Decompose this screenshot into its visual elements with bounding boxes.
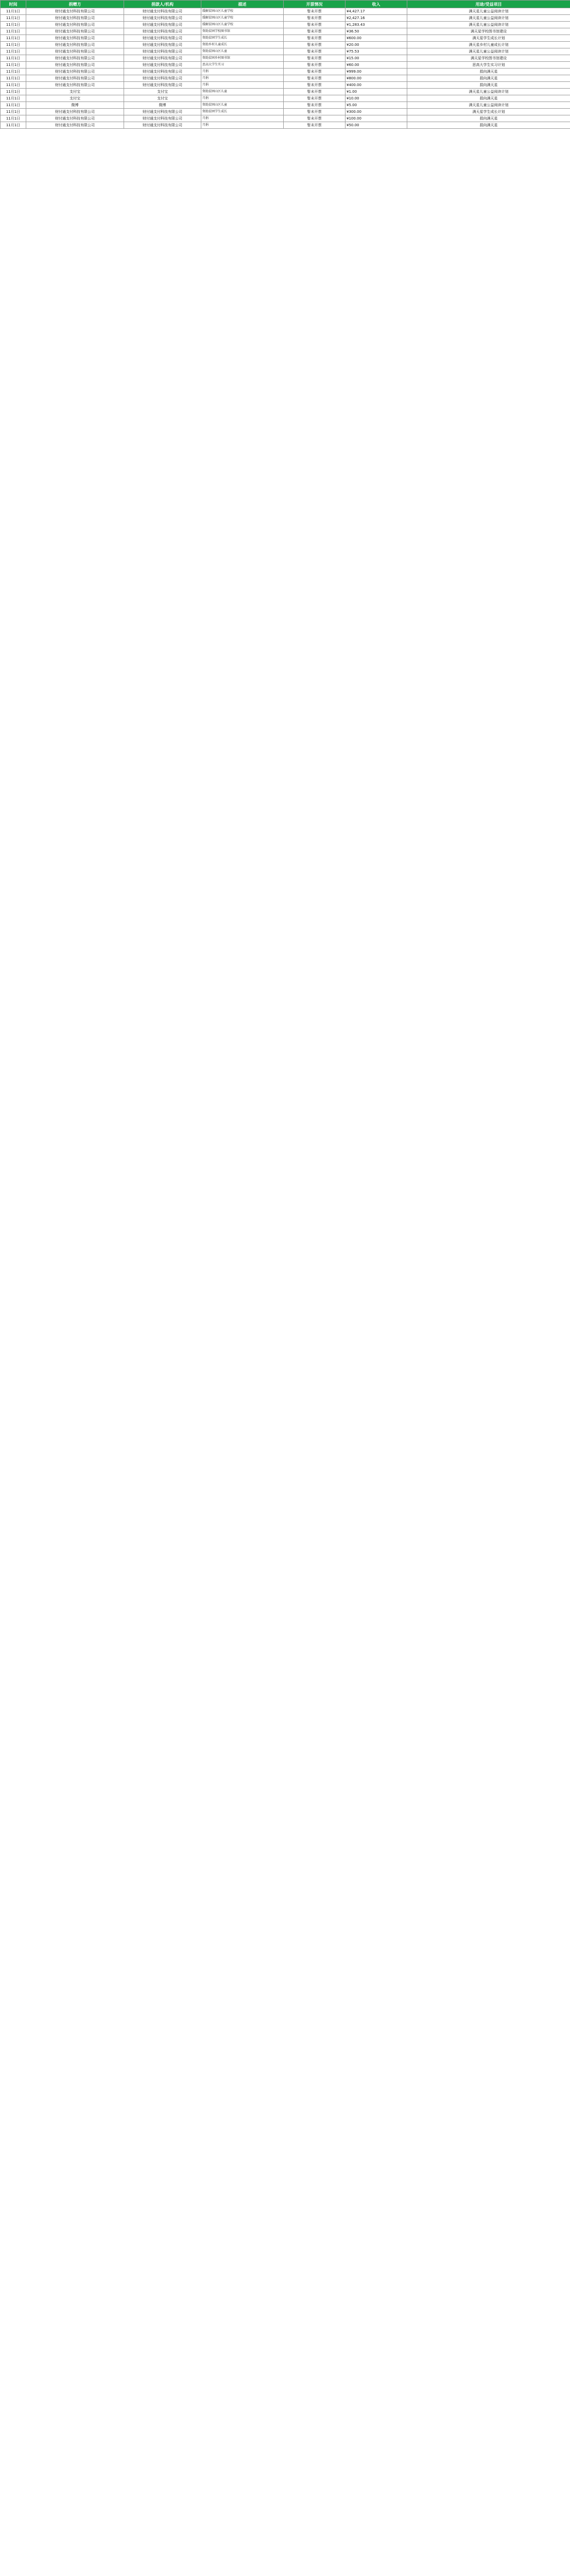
cell-use: 满天星儿童公益阅读计划	[407, 8, 570, 15]
cell-invoice: 暂未开票	[284, 28, 346, 35]
cell-date: 11月1日	[1, 22, 26, 28]
col-header-donor: 捐赠方	[26, 1, 124, 8]
cell-donor: 财付通支付科技有限公司	[26, 69, 124, 75]
cell-invoice: 暂未开票	[284, 115, 346, 122]
cell-donor: 财付通支付科技有限公司	[26, 115, 124, 122]
table-body	[1, 8, 570, 129]
cell-description: 资助贫困山区儿童	[201, 89, 284, 95]
cell-amount: ¥20.00	[346, 42, 407, 48]
table-row	[1, 95, 570, 102]
table-row	[1, 8, 570, 15]
cell-donor: 财付通支付科技有限公司	[26, 55, 124, 62]
cell-org: 财付通支付科技有限公司	[124, 48, 201, 55]
cell-org: 财付通支付科技有限公司	[124, 122, 201, 129]
cell-invoice: 暂未开票	[284, 89, 346, 95]
cell-description: 资助贫困学生成长	[201, 35, 284, 42]
table-row	[1, 62, 570, 69]
cell-invoice: 暂未开票	[284, 22, 346, 28]
cell-use: 满天星儿童公益阅读计划	[407, 89, 570, 95]
cell-invoice: 暂未开票	[284, 42, 346, 48]
col-header-date: 时间	[1, 1, 26, 8]
cell-donor: 微博	[26, 102, 124, 109]
cell-date: 11月1日	[1, 15, 26, 22]
table-row	[1, 42, 570, 48]
cell-use: 满天星儿童公益阅读计划	[407, 15, 570, 22]
cell-invoice: 暂未开票	[284, 55, 346, 62]
cell-date: 11月1日	[1, 95, 26, 102]
cell-org: 微博	[124, 102, 201, 109]
cell-invoice: 暂未开票	[284, 109, 346, 115]
col-header-invoice: 开票情况	[284, 1, 346, 8]
cell-invoice: 暂未开票	[284, 102, 346, 109]
cell-org: 财付通支付科技有限公司	[124, 82, 201, 89]
cell-donor: 财付通支付科技有限公司	[26, 42, 124, 48]
cell-amount: ¥100.00	[346, 115, 407, 122]
cell-org: 财付通支付科技有限公司	[124, 22, 201, 28]
col-header-amount: 收入	[346, 1, 407, 8]
cell-use: 捐向满天星	[407, 82, 570, 89]
cell-date: 11月1日	[1, 82, 26, 89]
cell-org: 支付宝	[124, 89, 201, 95]
cell-description: 月捐	[201, 95, 284, 102]
cell-description: 缓解贫困山区儿童学校	[201, 8, 284, 15]
cell-invoice: 暂未开票	[284, 82, 346, 89]
table-row	[1, 89, 570, 95]
cell-description: 思高大学生实习	[201, 62, 284, 69]
donation-ledger-table	[0, 0, 570, 129]
cell-org: 支付宝	[124, 95, 201, 102]
cell-org: 财付通支付科技有限公司	[124, 28, 201, 35]
cell-use: 满天星学校图书馆建设	[407, 55, 570, 62]
cell-amount: ¥4,427.17	[346, 8, 407, 15]
cell-description: 资助乡村儿童成长	[201, 42, 284, 48]
cell-org: 财付通支付科技有限公司	[124, 62, 201, 69]
cell-amount: ¥2,427.16	[346, 15, 407, 22]
cell-description: 月捐	[201, 75, 284, 82]
cell-donor: 财付通支付科技有限公司	[26, 8, 124, 15]
cell-date: 11月1日	[1, 109, 26, 115]
cell-org: 财付通支付科技有限公司	[124, 42, 201, 48]
cell-donor: 财付通支付科技有限公司	[26, 75, 124, 82]
cell-invoice: 暂未开票	[284, 75, 346, 82]
table-row	[1, 109, 570, 115]
cell-amount: ¥800.00	[346, 75, 407, 82]
cell-amount: ¥999.00	[346, 69, 407, 75]
cell-org: 财付通支付科技有限公司	[124, 109, 201, 115]
cell-amount: ¥1.00	[346, 89, 407, 95]
cell-description: 月捐	[201, 69, 284, 75]
cell-use: 满天星儿童公益阅读计划	[407, 22, 570, 28]
cell-donor: 财付通支付科技有限公司	[26, 109, 124, 115]
cell-invoice: 暂未开票	[284, 95, 346, 102]
table-row	[1, 69, 570, 75]
cell-amount: ¥75.53	[346, 48, 407, 55]
cell-date: 11月1日	[1, 48, 26, 55]
table-row	[1, 15, 570, 22]
cell-description: 月捐	[201, 122, 284, 129]
cell-donor: 财付通支付科技有限公司	[26, 122, 124, 129]
cell-amount: ¥300.00	[346, 109, 407, 115]
cell-org: 财付通支付科技有限公司	[124, 8, 201, 15]
header-row	[1, 1, 570, 8]
cell-date: 11月1日	[1, 102, 26, 109]
cell-donor: 财付通支付科技有限公司	[26, 48, 124, 55]
cell-use: 满天星学生成长计划	[407, 35, 570, 42]
cell-use: 捐向满天星	[407, 69, 570, 75]
cell-date: 11月1日	[1, 75, 26, 82]
cell-use: 捐向满天星	[407, 95, 570, 102]
cell-donor: 财付通支付科技有限公司	[26, 82, 124, 89]
cell-use: 满天星学校图书馆建设	[407, 28, 570, 35]
cell-date: 11月1日	[1, 122, 26, 129]
cell-amount: ¥1,283.43	[346, 22, 407, 28]
col-header-description: 描述	[201, 1, 284, 8]
cell-use: 满天星儿童公益阅读计划	[407, 48, 570, 55]
cell-invoice: 暂未开票	[284, 69, 346, 75]
cell-date: 11月1日	[1, 62, 26, 69]
cell-description: 资助贫困山区儿童	[201, 102, 284, 109]
cell-date: 11月1日	[1, 69, 26, 75]
cell-amount: ¥5.00	[346, 102, 407, 109]
cell-invoice: 暂未开票	[284, 35, 346, 42]
cell-invoice: 暂未开票	[284, 48, 346, 55]
table-row	[1, 48, 570, 55]
cell-org: 财付通支付科技有限公司	[124, 55, 201, 62]
cell-invoice: 暂未开票	[284, 62, 346, 69]
cell-amount: ¥400.00	[346, 82, 407, 89]
cell-org: 财付通支付科技有限公司	[124, 35, 201, 42]
col-header-use: 用途/受益项目	[407, 1, 570, 8]
table-row	[1, 122, 570, 129]
cell-description: 资助贫困学校图书馆	[201, 28, 284, 35]
cell-use: 思高大学生实习计划	[407, 62, 570, 69]
cell-amount: ¥50.00	[346, 122, 407, 129]
col-header-org: 捐款人/机构	[124, 1, 201, 8]
cell-org: 财付通支付科技有限公司	[124, 15, 201, 22]
cell-org: 财付通支付科技有限公司	[124, 75, 201, 82]
cell-date: 11月1日	[1, 89, 26, 95]
table-row	[1, 115, 570, 122]
table-row	[1, 28, 570, 35]
cell-donor: 财付通支付科技有限公司	[26, 15, 124, 22]
cell-description: 资助贫困学生成长	[201, 109, 284, 115]
cell-amount: ¥15.00	[346, 55, 407, 62]
cell-invoice: 暂未开票	[284, 8, 346, 15]
cell-donor: 支付宝	[26, 95, 124, 102]
cell-description: 资助贫困山区儿童	[201, 48, 284, 55]
cell-description: 月捐	[201, 82, 284, 89]
cell-use: 满天星乡村儿童成长计划	[407, 42, 570, 48]
cell-invoice: 暂未开票	[284, 15, 346, 22]
cell-description: 缓解贫困山区儿童学校	[201, 15, 284, 22]
cell-invoice: 暂未开票	[284, 122, 346, 129]
table-row	[1, 75, 570, 82]
cell-donor: 财付通支付科技有限公司	[26, 22, 124, 28]
cell-amount: ¥10.00	[346, 95, 407, 102]
table-row	[1, 102, 570, 109]
cell-date: 11月1日	[1, 35, 26, 42]
cell-donor: 支付宝	[26, 89, 124, 95]
cell-use: 捐向满天星	[407, 122, 570, 129]
cell-date: 11月1日	[1, 115, 26, 122]
cell-org: 财付通支付科技有限公司	[124, 115, 201, 122]
table-row	[1, 82, 570, 89]
table-row	[1, 55, 570, 62]
table-row	[1, 35, 570, 42]
cell-donor: 财付通支付科技有限公司	[26, 62, 124, 69]
cell-date: 11月1日	[1, 8, 26, 15]
cell-date: 11月1日	[1, 28, 26, 35]
cell-use: 满天星儿童公益阅读计划	[407, 102, 570, 109]
cell-description: 缓解贫困山区儿童学校	[201, 22, 284, 28]
cell-use: 满天星学生成长计划	[407, 109, 570, 115]
cell-date: 11月1日	[1, 55, 26, 62]
cell-amount: ¥36.50	[346, 28, 407, 35]
cell-use: 捐向满天星	[407, 115, 570, 122]
cell-description: 月捐	[201, 115, 284, 122]
cell-use: 捐向满天星	[407, 75, 570, 82]
cell-amount: ¥60.00	[346, 62, 407, 69]
cell-date: 11月1日	[1, 42, 26, 48]
cell-donor: 财付通支付科技有限公司	[26, 35, 124, 42]
cell-org: 财付通支付科技有限公司	[124, 69, 201, 75]
cell-amount: ¥600.00	[346, 35, 407, 42]
cell-description: 资助贫困乡村图书馆	[201, 55, 284, 62]
cell-donor: 财付通支付科技有限公司	[26, 28, 124, 35]
table-row	[1, 22, 570, 28]
